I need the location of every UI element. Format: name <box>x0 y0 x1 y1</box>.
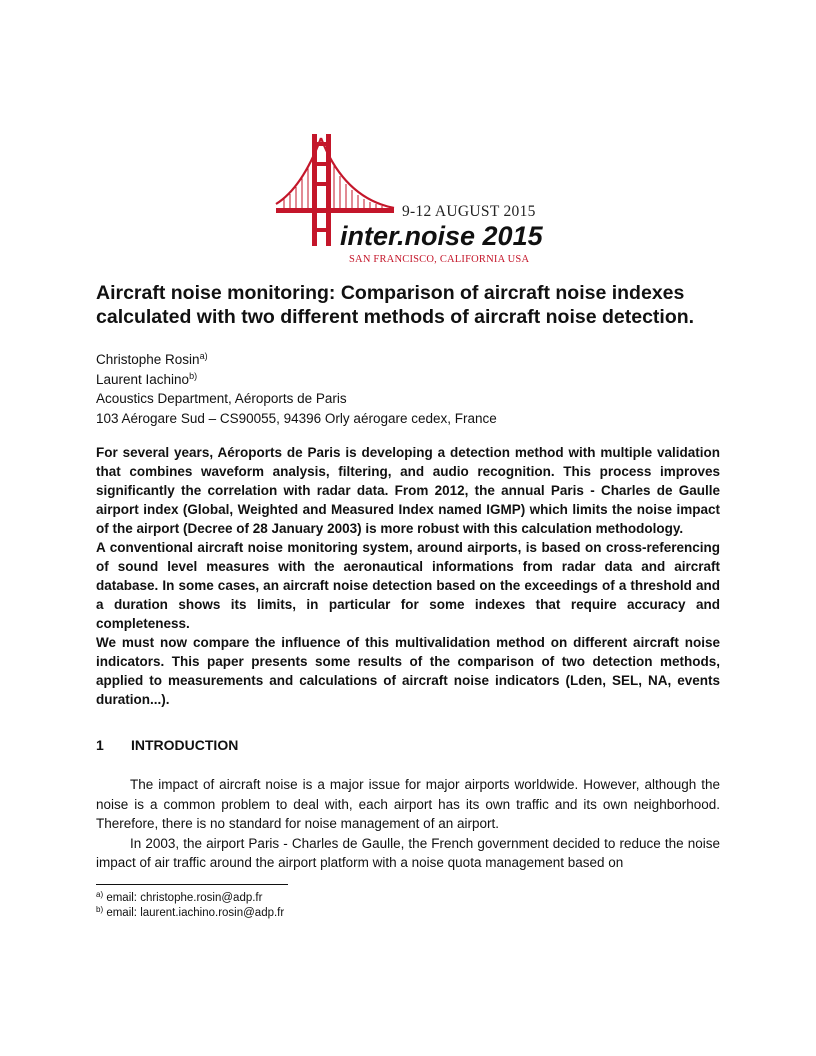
section-heading <box>96 737 238 753</box>
footnotes <box>96 891 284 921</box>
author-name: Laurent Iachino$^{b)}$ <box>96 370 198 387</box>
paper-title: Aircraft noise monitoring: Comparison of aircraft noise indexes calculated with two different methods of aircraft noise detection. <box>96 282 695 328</box>
footnote-divider <box>96 884 288 885</box>
abstract-paragraph: A conventional aircraft noise monitoring system, around airports, is based on cross-referencing of sound level measures with the aeronautical informations from radar data and aircraft database. In some cases, an aircraft noise detection based on the exceedings of a threshold and a duration shows its limits, in particular for some indexes that require accuracy and completeness. <box>96 540 720 631</box>
introduction-body <box>96 775 720 873</box>
conference-date: 9-12 AUGUST 2015 <box>402 203 536 220</box>
abstract-paragraph: We must now compare the influence of this multivalidation method on different aircraft noise indicators. This paper presents some results of the comparison of two detection methods, applied to measurements and calculations of aircraft noise indicators (Lden, SEL, NA, events duration...). <box>96 635 720 707</box>
footnote-mark: a) <box>96 890 104 899</box>
author-affiliation-mark: a) <box>199 351 208 361</box>
body-paragraph: The impact of aircraft noise is a major issue for major airports worldwide. However, although the noise is a common problem to deal with, each airport has its own traffic and its own neighborhood. Therefore, there is no standard for noise management of an airport. <box>96 777 720 831</box>
author-affiliation-mark: b) <box>189 370 198 381</box>
affiliation-address: 103 Aérogare Sud – CS90055, 94396 Orly aérogare cedex, France <box>96 410 497 426</box>
footnote <box>96 906 284 921</box>
footnote-mark: b) <box>96 905 104 914</box>
author-name: Christophe Rosin$^{a)}$ <box>96 351 208 367</box>
conference-logo <box>274 128 550 268</box>
body-paragraph: In 2003, the airport Paris - Charles de Gaulle, the French government decided to reduce the noise impact of air traffic around the airport platform with a noise quota management based on <box>96 835 720 870</box>
footnote-text: email: christophe.rosin@adp.fr <box>106 892 263 904</box>
affiliation-department: Acoustics Department, Aéroports de Paris <box>96 391 347 406</box>
author-block <box>96 350 497 428</box>
section-title: INTRODUCTION <box>131 737 239 753</box>
conference-name: inter.noise 2015 <box>340 221 543 251</box>
footnote-text: email: laurent.iachino.rosin@adp.fr <box>106 907 285 919</box>
abstract <box>96 443 720 709</box>
section-number: 1 <box>96 737 104 753</box>
abstract-paragraph: For several years, Aéroports de Paris is developing a detection method with multiple validation that combines waveform analysis, filtering, and audio recognition. This process improves significantly the correlation with radar data. From 2012, the annual Paris - Charles de Gaulle airport index (Global, Weighted and Measured Index named IGMP) which limits the noise impact of the airport (Decree of 28 January 2003) is more robust with this calculation methodology. <box>96 445 720 536</box>
conference-location: SAN FRANCISCO, CALIFORNIA USA <box>349 254 530 265</box>
footnote <box>96 891 284 906</box>
